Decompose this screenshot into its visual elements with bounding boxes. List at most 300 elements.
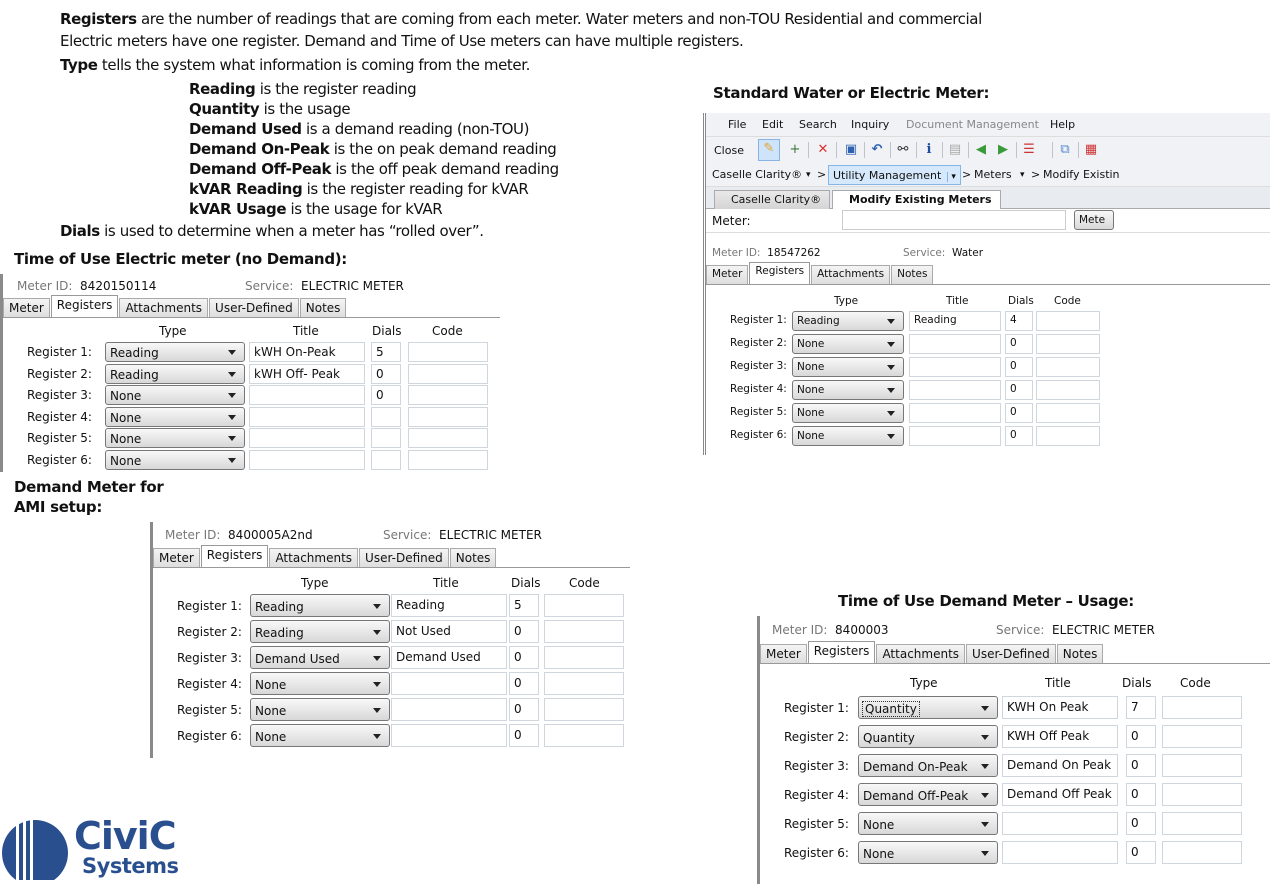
tab-attachments[interactable]: Attachments bbox=[119, 298, 208, 317]
register-title-input[interactable] bbox=[909, 403, 1001, 423]
register-type-value: None bbox=[110, 454, 142, 468]
register-type-select[interactable] bbox=[858, 812, 998, 835]
register-type-value: Demand Used bbox=[255, 652, 340, 666]
register-type-select[interactable] bbox=[792, 403, 904, 423]
register-code-input[interactable] bbox=[1162, 725, 1242, 748]
dials-text: is used to determine when a meter has “rolled over”. bbox=[99, 222, 484, 240]
register-dials-input[interactable]: 7 bbox=[1126, 696, 1156, 719]
toolbar-separator bbox=[1052, 142, 1053, 158]
register-code-input[interactable] bbox=[1036, 334, 1100, 354]
menu-file[interactable]: File bbox=[728, 118, 747, 131]
register-row bbox=[730, 334, 1210, 354]
breadcrumb-caselle-clarity[interactable]: Caselle Clarity® bbox=[712, 168, 803, 181]
chevron-down-icon[interactable] bbox=[981, 764, 989, 769]
register-code-input[interactable] bbox=[1162, 812, 1242, 835]
meter-id-display bbox=[165, 528, 313, 542]
register-type-select[interactable] bbox=[105, 450, 245, 470]
register-dials-input[interactable]: 0 bbox=[1126, 725, 1156, 748]
register-title-input[interactable] bbox=[391, 724, 507, 747]
register-dials-input[interactable]: 0 bbox=[509, 724, 539, 747]
chevron-down-icon[interactable] bbox=[228, 415, 236, 420]
definition-term: Reading bbox=[189, 80, 256, 98]
register-dials-input[interactable]: 0 bbox=[1005, 380, 1033, 400]
register-title-input[interactable] bbox=[1002, 812, 1118, 835]
chevron-down-icon[interactable] bbox=[373, 708, 381, 713]
tab-meter[interactable]: Meter bbox=[153, 548, 200, 567]
breadcrumb-modify-existing[interactable]: Modify Existin bbox=[1043, 168, 1120, 181]
service-label: Service: bbox=[996, 623, 1045, 637]
tab-attachments[interactable]: Attachments bbox=[269, 548, 358, 567]
register-code-input[interactable] bbox=[408, 450, 488, 470]
register-code-input[interactable] bbox=[544, 620, 624, 643]
register-type-value: None bbox=[797, 407, 825, 419]
dials-paragraph bbox=[60, 222, 484, 240]
register-title-input[interactable]: Reading bbox=[391, 594, 507, 617]
doc-tab-modify-existing-meters[interactable]: Modify Existing Meters bbox=[832, 190, 1001, 209]
chevron-down-icon[interactable] bbox=[228, 458, 236, 463]
register-title-input[interactable]: Demand Off Peak bbox=[1002, 783, 1118, 806]
register-title-input[interactable] bbox=[1002, 841, 1118, 864]
register-type-value: Reading bbox=[110, 368, 159, 382]
register-code-input[interactable] bbox=[408, 342, 488, 362]
definition-term: kVAR Usage bbox=[189, 200, 287, 218]
register-title-input[interactable] bbox=[249, 450, 365, 470]
register-type-value: Quantity bbox=[865, 702, 917, 716]
meter-id-display bbox=[772, 623, 889, 637]
register-title-input[interactable] bbox=[249, 385, 365, 405]
register-label: Register 2: bbox=[27, 367, 92, 381]
register-label: Register 5: bbox=[784, 817, 849, 831]
edit-pencil-icon[interactable]: ✎ bbox=[758, 139, 780, 161]
column-header-type: Type bbox=[834, 295, 859, 307]
register-type-select[interactable] bbox=[858, 725, 998, 748]
column-header-code: Code bbox=[1180, 676, 1211, 690]
menu-search[interactable]: Search bbox=[799, 118, 837, 131]
heading-ami-line-2: AMI setup: bbox=[14, 498, 103, 516]
tab-user-defined[interactable]: User-Defined bbox=[209, 298, 299, 317]
menu-document-management[interactable]: Document Management bbox=[906, 118, 1039, 131]
register-title-input[interactable] bbox=[909, 334, 1001, 354]
breadcrumb-separator: > bbox=[962, 168, 972, 181]
register-type-select[interactable] bbox=[858, 696, 998, 719]
tab-meter[interactable]: Meter bbox=[706, 265, 748, 284]
register-code-input[interactable] bbox=[544, 672, 624, 695]
chevron-down-icon[interactable] bbox=[228, 372, 236, 377]
tab-registers[interactable]: Registers bbox=[808, 641, 876, 663]
register-code-input[interactable] bbox=[408, 428, 488, 448]
register-type-select[interactable] bbox=[105, 364, 245, 384]
register-code-input[interactable] bbox=[1036, 426, 1100, 446]
tou-no-demand-window bbox=[0, 274, 500, 472]
chevron-down-icon[interactable] bbox=[228, 350, 236, 355]
register-type-select[interactable] bbox=[858, 841, 998, 864]
tab-registers[interactable]: Registers bbox=[749, 262, 810, 284]
register-title-input[interactable]: KWH Off Peak bbox=[1002, 725, 1118, 748]
register-type-select[interactable] bbox=[250, 620, 390, 643]
register-label: Register 5: bbox=[27, 431, 92, 445]
menu-inquiry[interactable]: Inquiry bbox=[851, 118, 890, 131]
breadcrumb bbox=[706, 163, 1270, 187]
save-icon[interactable]: ▣ bbox=[844, 142, 858, 157]
column-header-type: Type bbox=[910, 676, 938, 690]
heading-standard-meter: Standard Water or Electric Meter: bbox=[713, 84, 990, 102]
register-code-input[interactable] bbox=[408, 364, 488, 384]
register-code-input[interactable] bbox=[1036, 403, 1100, 423]
chevron-down-icon[interactable] bbox=[373, 630, 381, 635]
register-label: Register 3: bbox=[27, 388, 92, 402]
register-type-value: None bbox=[110, 389, 142, 403]
meter-detail-tabs bbox=[153, 548, 630, 568]
register-code-input[interactable] bbox=[1162, 696, 1242, 719]
column-header-title: Title bbox=[1045, 676, 1071, 690]
column-header-type: Type bbox=[159, 324, 187, 338]
meter-lookup-button[interactable]: Mete bbox=[1074, 210, 1114, 230]
next-record-icon[interactable]: ▶ bbox=[998, 142, 1008, 157]
service-value: ELECTRIC METER bbox=[1052, 623, 1155, 637]
column-header-code: Code bbox=[432, 324, 463, 338]
chevron-down-icon[interactable] bbox=[981, 822, 989, 827]
register-dials-input[interactable]: 4 bbox=[1005, 311, 1033, 331]
service-label: Service: bbox=[903, 247, 946, 259]
type-term: Type bbox=[60, 56, 98, 74]
register-code-input[interactable] bbox=[544, 646, 624, 669]
toolbar-separator bbox=[836, 142, 837, 158]
toolbar-separator bbox=[864, 142, 865, 158]
register-dials-input[interactable] bbox=[371, 407, 401, 427]
chevron-down-icon[interactable] bbox=[228, 436, 236, 441]
register-row bbox=[27, 385, 507, 405]
tou-demand-window bbox=[757, 616, 1270, 884]
register-label: Register 5: bbox=[177, 703, 242, 717]
register-code-input[interactable] bbox=[544, 724, 624, 747]
register-title-input[interactable] bbox=[391, 698, 507, 721]
meter-detail-tabs bbox=[706, 265, 1270, 285]
definition-text: is the on peak demand reading bbox=[329, 140, 557, 158]
registers-paragraph-line-2: Electric meters have one register. Demand and Time of Use meters can have multiple registers. bbox=[60, 32, 744, 50]
chevron-down-icon[interactable] bbox=[887, 434, 895, 439]
register-row bbox=[177, 620, 657, 644]
tab-meter[interactable]: Meter bbox=[760, 644, 807, 663]
register-row bbox=[177, 698, 657, 722]
breadcrumb-meters[interactable]: Meters bbox=[974, 168, 1012, 181]
heading-tou-demand: Time of Use Demand Meter – Usage: bbox=[838, 592, 1134, 610]
register-type-value: Reading bbox=[255, 626, 304, 640]
register-row bbox=[27, 428, 507, 448]
register-type-value: None bbox=[255, 678, 287, 692]
service-label: Service: bbox=[383, 528, 432, 542]
meter-id-value: 18547262 bbox=[767, 247, 821, 259]
tab-notes[interactable]: Notes bbox=[300, 298, 347, 317]
type-definition bbox=[189, 100, 350, 118]
register-type-select[interactable] bbox=[792, 334, 904, 354]
register-type-value: None bbox=[797, 361, 825, 373]
copy-icon[interactable]: ⧉ bbox=[1060, 142, 1070, 157]
tab-notes[interactable]: Notes bbox=[1057, 644, 1104, 663]
register-title-input[interactable]: Reading bbox=[909, 311, 1001, 331]
definition-term: kVAR Reading bbox=[189, 180, 303, 198]
meter-id-label: Meter ID: bbox=[165, 528, 221, 542]
new-document-icon[interactable]: + bbox=[789, 142, 801, 157]
doc-tab-caselle-clarity[interactable]: Caselle Clarity® bbox=[714, 190, 830, 209]
register-label: Register 1: bbox=[27, 345, 92, 359]
register-code-input[interactable] bbox=[544, 594, 624, 617]
register-dials-input[interactable]: 0 bbox=[1005, 334, 1033, 354]
register-type-select[interactable] bbox=[250, 698, 390, 721]
chevron-down-icon[interactable] bbox=[373, 656, 381, 661]
register-dials-input[interactable]: 5 bbox=[509, 594, 539, 617]
toolbar-separator bbox=[942, 142, 943, 158]
chevron-down-icon[interactable] bbox=[981, 793, 989, 798]
register-type-value: None bbox=[110, 411, 142, 425]
register-type-value: Demand Off-Peak bbox=[863, 789, 969, 803]
logo-text-systems: Systems bbox=[82, 854, 179, 878]
register-row bbox=[177, 646, 657, 670]
chevron-down-icon[interactable] bbox=[887, 342, 895, 347]
register-label: Register 4: bbox=[730, 383, 787, 395]
register-type-value: Demand On-Peak bbox=[863, 760, 968, 774]
register-code-input[interactable] bbox=[1036, 357, 1100, 377]
register-title-input[interactable]: Demand On Peak bbox=[1002, 754, 1118, 777]
register-type-value: None bbox=[797, 384, 825, 396]
register-dials-input[interactable]: 0 bbox=[371, 385, 401, 405]
column-header-code: Code bbox=[1054, 295, 1081, 307]
register-title-input[interactable] bbox=[249, 407, 365, 427]
service-value: ELECTRIC METER bbox=[301, 279, 404, 293]
meter-search-input[interactable] bbox=[842, 210, 1066, 230]
register-label: Register 2: bbox=[177, 625, 242, 639]
register-type-select[interactable] bbox=[792, 357, 904, 377]
register-title-input[interactable] bbox=[249, 428, 365, 448]
logo-text-civic: CiviC bbox=[74, 814, 176, 858]
tab-attachments[interactable]: Attachments bbox=[876, 644, 965, 663]
breadcrumb-separator: > bbox=[817, 168, 827, 181]
register-code-input[interactable] bbox=[1162, 783, 1242, 806]
tab-registers[interactable]: Registers bbox=[201, 545, 269, 567]
registers-paragraph-line-1 bbox=[60, 10, 982, 28]
service-label: Service: bbox=[245, 279, 294, 293]
register-type-value: None bbox=[110, 432, 142, 446]
register-title-input[interactable] bbox=[909, 380, 1001, 400]
register-dials-input[interactable] bbox=[371, 450, 401, 470]
chevron-down-icon[interactable]: ▾ bbox=[806, 170, 811, 180]
register-title-input[interactable] bbox=[909, 426, 1001, 446]
register-type-select[interactable] bbox=[250, 594, 390, 617]
register-row bbox=[27, 342, 507, 362]
meter-id-value: 8400003 bbox=[835, 623, 889, 637]
register-type-select[interactable] bbox=[792, 380, 904, 400]
register-dials-input[interactable]: 0 bbox=[509, 646, 539, 669]
chevron-down-icon[interactable]: ▾ bbox=[1020, 170, 1025, 180]
meter-id-label: Meter ID: bbox=[712, 247, 761, 259]
register-code-input[interactable] bbox=[1162, 754, 1242, 777]
register-row bbox=[27, 407, 507, 427]
register-label: Register 3: bbox=[784, 759, 849, 773]
register-title-input[interactable]: KWH On Peak bbox=[1002, 696, 1118, 719]
register-row bbox=[177, 724, 657, 748]
register-code-input[interactable] bbox=[1162, 841, 1242, 864]
column-header-type: Type bbox=[301, 576, 329, 590]
registers-term: Registers bbox=[60, 10, 137, 28]
register-type-value: None bbox=[255, 730, 287, 744]
register-dials-input[interactable]: 0 bbox=[1126, 812, 1156, 835]
find-binoculars-icon[interactable]: ⚯ bbox=[897, 142, 909, 157]
notes-icon[interactable]: ▤ bbox=[948, 142, 962, 157]
register-label: Register 6: bbox=[177, 729, 242, 743]
definition-text: is the usage for kVAR bbox=[286, 200, 443, 218]
register-title-input[interactable] bbox=[391, 672, 507, 695]
register-code-input[interactable] bbox=[1036, 311, 1100, 331]
register-type-select[interactable] bbox=[792, 311, 904, 331]
register-type-value: None bbox=[863, 847, 895, 861]
register-title-input[interactable]: Demand Used bbox=[391, 646, 507, 669]
register-row bbox=[730, 380, 1210, 400]
register-dials-input[interactable]: 0 bbox=[371, 364, 401, 384]
column-header-title: Title bbox=[433, 576, 459, 590]
register-type-value: Quantity bbox=[863, 731, 915, 745]
column-header-dials: Dials bbox=[511, 576, 541, 590]
register-dials-input[interactable]: 0 bbox=[509, 698, 539, 721]
tab-user-defined[interactable]: User-Defined bbox=[359, 548, 449, 567]
type-definition bbox=[189, 160, 559, 178]
register-label: Register 1: bbox=[177, 599, 242, 613]
register-type-value: None bbox=[797, 430, 825, 442]
chevron-down-icon[interactable] bbox=[887, 365, 895, 370]
register-code-input[interactable] bbox=[408, 407, 488, 427]
close-button[interactable]: Close bbox=[714, 144, 744, 157]
register-label: Register 2: bbox=[730, 337, 787, 349]
civic-systems-logo bbox=[2, 814, 182, 888]
service-display bbox=[383, 528, 542, 542]
definition-text: is a demand reading (non-TOU) bbox=[301, 120, 530, 138]
chevron-down-icon[interactable] bbox=[228, 393, 236, 398]
register-dials-input[interactable]: 0 bbox=[1126, 754, 1156, 777]
meter-id-label: Meter ID: bbox=[772, 623, 828, 637]
chevron-down-icon[interactable] bbox=[981, 706, 989, 711]
tab-registers[interactable]: Registers bbox=[51, 295, 119, 317]
column-header-code: Code bbox=[569, 576, 600, 590]
tab-notes[interactable]: Notes bbox=[891, 265, 933, 284]
chevron-down-icon[interactable] bbox=[887, 388, 895, 393]
chevron-down-icon[interactable] bbox=[373, 604, 381, 609]
register-title-input[interactable] bbox=[909, 357, 1001, 377]
register-type-select[interactable] bbox=[250, 646, 390, 669]
register-title-input[interactable]: kWH On-Peak bbox=[249, 342, 365, 362]
register-row bbox=[27, 450, 507, 470]
document-tabs bbox=[706, 187, 1270, 209]
register-row bbox=[784, 725, 1264, 749]
register-row bbox=[27, 364, 507, 384]
chevron-down-icon[interactable] bbox=[981, 735, 989, 740]
list-dropdown-icon[interactable]: ☰ bbox=[1023, 142, 1035, 157]
tab-meter[interactable]: Meter bbox=[3, 298, 50, 317]
menu-help[interactable]: Help bbox=[1050, 118, 1076, 131]
chevron-down-icon[interactable] bbox=[373, 682, 381, 687]
register-type-select[interactable] bbox=[250, 724, 390, 747]
register-row bbox=[730, 426, 1210, 446]
register-code-input[interactable] bbox=[1036, 380, 1100, 400]
register-type-select[interactable] bbox=[858, 754, 998, 777]
chevron-down-icon[interactable] bbox=[887, 319, 895, 324]
type-text: tells the system what information is coming from the meter. bbox=[97, 56, 530, 74]
register-type-select[interactable] bbox=[105, 407, 245, 427]
register-label: Register 4: bbox=[27, 410, 92, 424]
register-dials-input[interactable]: 0 bbox=[1005, 403, 1033, 423]
standard-meter-window bbox=[703, 113, 1270, 455]
tab-attachments[interactable]: Attachments bbox=[811, 265, 890, 284]
meter-search-row bbox=[706, 209, 1270, 233]
register-code-input[interactable] bbox=[408, 385, 488, 405]
tab-user-defined[interactable]: User-Defined bbox=[966, 644, 1056, 663]
delete-icon[interactable]: ✕ bbox=[817, 142, 829, 157]
meter-id-display bbox=[17, 279, 156, 293]
chevron-down-icon[interactable]: ▾ bbox=[947, 172, 956, 182]
service-display bbox=[996, 623, 1155, 637]
definition-term: Quantity bbox=[189, 100, 260, 118]
register-row bbox=[177, 594, 657, 618]
register-label: Register 5: bbox=[730, 406, 787, 418]
register-dials-input[interactable]: 0 bbox=[1126, 841, 1156, 864]
register-title-input[interactable]: Not Used bbox=[391, 620, 507, 643]
chevron-down-icon[interactable] bbox=[887, 411, 895, 416]
chevron-down-icon[interactable] bbox=[373, 734, 381, 739]
chevron-down-icon[interactable] bbox=[981, 851, 989, 856]
toolbar-separator bbox=[916, 142, 917, 158]
meter-id-display bbox=[712, 247, 821, 259]
breadcrumb-utility-management[interactable] bbox=[828, 165, 961, 185]
type-definition bbox=[189, 140, 556, 158]
register-row bbox=[784, 754, 1264, 778]
register-dials-input[interactable]: 0 bbox=[509, 620, 539, 643]
register-type-select[interactable] bbox=[105, 342, 245, 362]
register-dials-input[interactable]: 0 bbox=[1005, 426, 1033, 446]
undo-icon[interactable]: ↶ bbox=[871, 142, 883, 157]
register-type-value: Reading bbox=[255, 600, 304, 614]
register-type-select[interactable] bbox=[250, 672, 390, 695]
definition-term: Demand Off-Peak bbox=[189, 160, 332, 178]
register-dials-input[interactable]: 0 bbox=[1005, 357, 1033, 377]
service-display bbox=[245, 279, 404, 293]
toolbar-separator bbox=[808, 142, 809, 158]
register-row bbox=[784, 841, 1264, 865]
tab-notes[interactable]: Notes bbox=[450, 548, 497, 567]
register-label: Register 3: bbox=[177, 651, 242, 665]
type-definition bbox=[189, 200, 442, 218]
info-icon[interactable]: i bbox=[926, 142, 932, 157]
register-type-value: Reading bbox=[110, 346, 159, 360]
column-header-dials: Dials bbox=[372, 324, 402, 338]
register-dials-input[interactable]: 5 bbox=[371, 342, 401, 362]
register-type-value: None bbox=[255, 704, 287, 718]
previous-record-icon[interactable]: ◀ bbox=[976, 142, 986, 157]
grid-dropdown-icon[interactable]: ▦ bbox=[1084, 142, 1098, 157]
register-code-input[interactable] bbox=[544, 698, 624, 721]
register-title-input[interactable]: kWH Off- Peak bbox=[249, 364, 365, 384]
register-row bbox=[784, 783, 1264, 807]
register-dials-input[interactable] bbox=[371, 428, 401, 448]
register-type-select[interactable] bbox=[858, 783, 998, 806]
register-dials-input[interactable]: 0 bbox=[509, 672, 539, 695]
register-type-select[interactable] bbox=[105, 428, 245, 448]
register-type-select[interactable] bbox=[792, 426, 904, 446]
register-dials-input[interactable]: 0 bbox=[1126, 783, 1156, 806]
breadcrumb-separator: > bbox=[1031, 168, 1041, 181]
menu-edit[interactable]: Edit bbox=[762, 118, 784, 131]
register-label: Register 6: bbox=[27, 453, 92, 467]
dials-term: Dials bbox=[60, 222, 100, 240]
toolbar-separator bbox=[968, 142, 969, 158]
register-type-select[interactable] bbox=[105, 385, 245, 405]
meter-id-label: Meter ID: bbox=[17, 279, 73, 293]
